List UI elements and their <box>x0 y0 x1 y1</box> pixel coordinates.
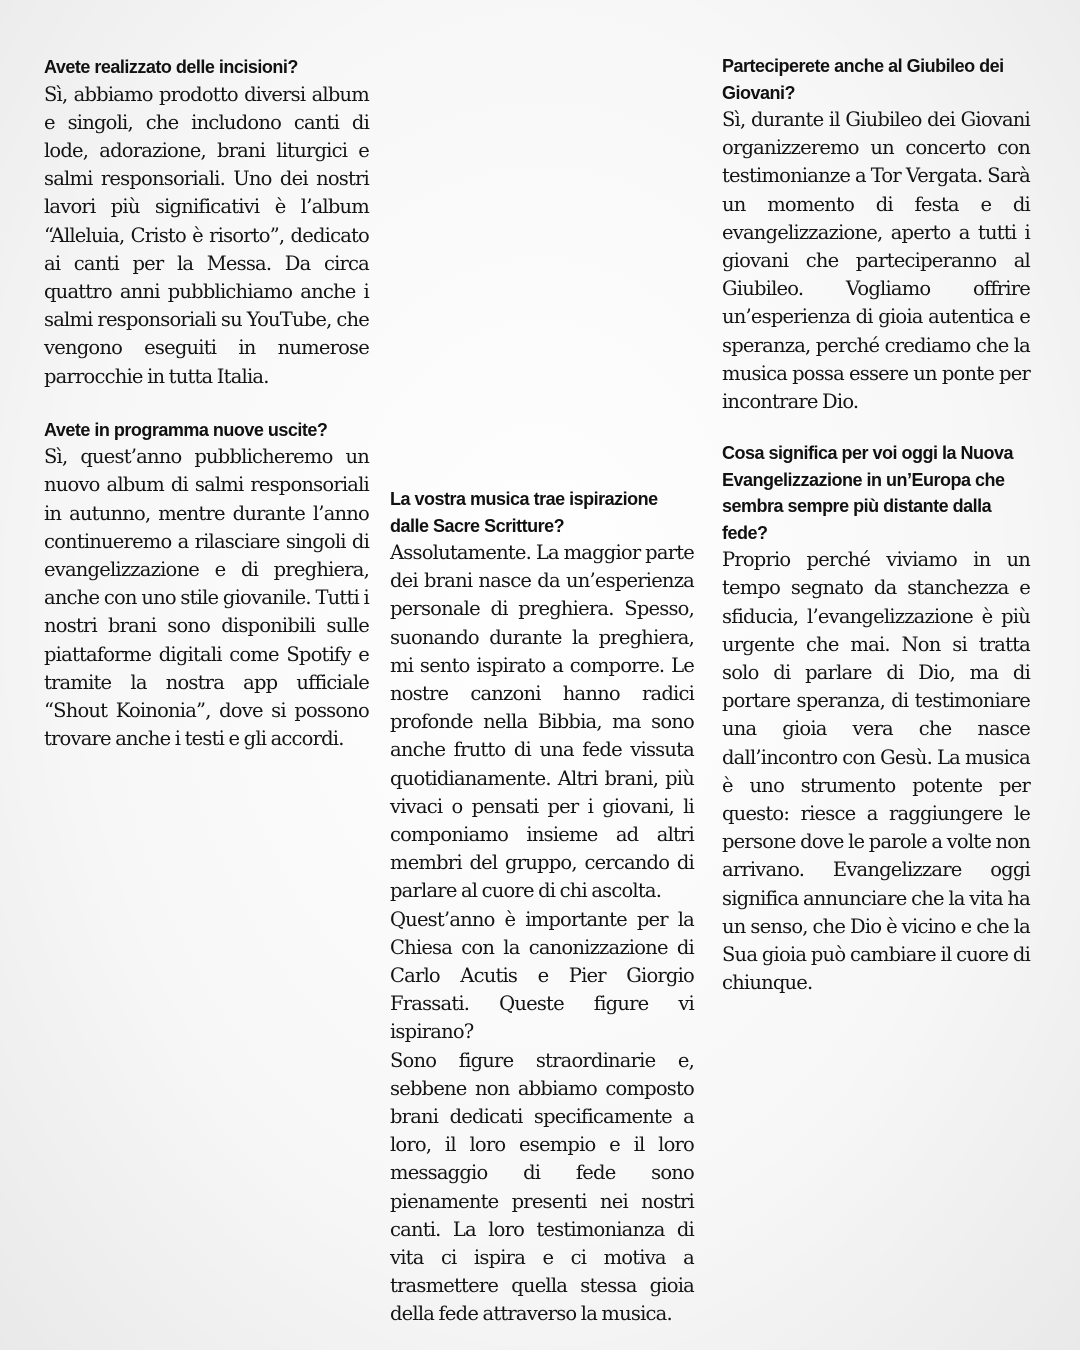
column-right <box>722 53 1030 997</box>
answer-saints: Sono figure straordinarie e, sebbene non abbiamo composto brani dedicati specificamente a loro, il loro esempio e il loro messaggio di fede sono pienamente presenti nei nostri canti. La loro testimonianza di vita ci ispira e ci motiva a trasmettere quella stessa gioia della fede attraverso la musica. <box>390 1048 694 1326</box>
answer-new-releases: Sì, quest’anno pubblicheremo un nuovo album di salmi responsoriali in autunno, mentre durante l’anno continueremo a rilasciare singoli di evangelizzazione e di preghiera, anche con uno stile giovanile. Tutti i nostri brani sono disponibili sulle piattaforme digitali come Spotify e tramite la nostra app ufficiale “Shout Koinonia”, dove si possono trovare anche i testi e gli accordi. <box>44 445 369 751</box>
answer-evangelization: Proprio perché viviamo in un tempo segnato da stanchezza e sfiducia, l’evangelizzazione è più urgente che mai. Non si tratta solo di parlare di Dio, ma di portare speranza, di testimoniare una gioia vera che nasce dall’incontro con Gesù. La musica è uno strumento potente per questo: riesce a raggiungere le persone dove le parole a volte non arrivano. Evangelizzare oggi significa annunciare che la vita ha un senso, che Dio è vicino e che la Sua gioia può cambiare il cuore di chiunque. <box>722 548 1030 995</box>
question-scripture: La vostra musica trae ispirazione dalle Sacre Scritture? <box>390 489 658 536</box>
column-left <box>44 54 369 753</box>
answer-scripture: Assolutamente. La maggior parte dei brani nasce da un’esperienza personale di preghiera. Spesso, suonando durante la preghiera, mi sento ispirato a comporre. Le nostre canzoni hanno radici profonde nella Bibbia, ma sono anche frutto di una fede vissuta quotidianamente. Altri brani, più vivaci o pensati per i giovani, li componiamo insieme ad altri membri del gruppo, cercando di parlare al cuore di chi ascolta. <box>390 541 694 903</box>
question-recordings: Avete realizzato delle incisioni? <box>44 57 298 77</box>
column-middle <box>390 486 694 1329</box>
question-new-releases: Avete in programma nuove uscite? <box>44 419 328 440</box>
question-evangelization: Cosa significa per voi oggi la Nuova Evangelizzazione in un’Europa che sembra sempre più distante dalla fede? <box>722 443 1014 543</box>
question-saints: Quest’anno è importante per la Chiesa con la canonizzazione di Carlo Acutis e Pier Giorgio Frassati. Queste figure vi ispirano? <box>390 907 694 1044</box>
answer-jubilee: Sì, durante il Giubileo dei Giovani organizzeremo un concerto con testimonianze a Tor Vergata. Sarà un momento di festa e di evangelizzazione, aperto a tutti i giovani che parteciperanno al Giubileo. Vogliamo offrire un’esperienza di gioia autentica e speranza, perché crediamo che la musica possa essere un ponte per incontrare Dio. <box>722 108 1030 414</box>
answer-recordings: Sì, abbiamo prodotto diversi album e singoli, che includono canti di lode, adorazione, brani liturgici e salmi responsoriali. Uno dei nostri lavori più significativi è l’album “Alleluia, Cristo è risorto”, dedicato ai canti per la Messa. Da circa quattro anni pubblichiamo anche i salmi responsoriali su YouTube, che vengono eseguiti in numerose parrocchie in tutta Italia. <box>44 82 369 388</box>
question-jubilee: Parteciperete anche al Giubileo dei Giovani? <box>722 56 1004 103</box>
